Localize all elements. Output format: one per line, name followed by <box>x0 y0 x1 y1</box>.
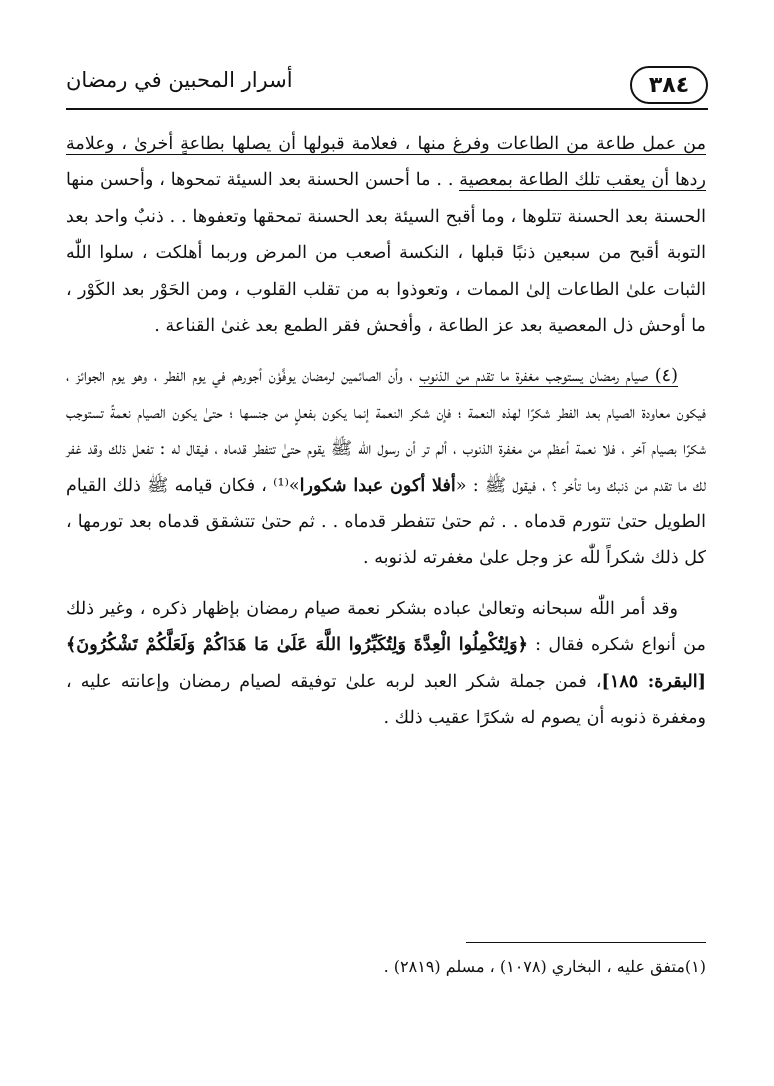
quran-verse: ﴿وَلِتُكْمِلُوا الْعِدَّةَ وَلِتُكَبِّرُوا اللَّهَ عَلَىٰ مَا هَدَاكُمْ وَلَعَلَّكُمْ تَشْكُرُونَ﴾ <box>66 634 528 656</box>
footnote-rule <box>466 942 706 943</box>
paragraph-text: وقد أمر اللّٰه سبحانه وتعالىٰ عباده بشكر نعمة صيام رمضان بإظهار ذكره ، وغير ذلك من أنواع شكره فقال : <box>66 598 706 656</box>
running-title: أسرار المحبين في رمضان <box>66 68 293 92</box>
header-rule <box>66 108 708 110</box>
paragraph-text: »⁽¹⁾ ، فكان قيامه ﷺ ذلك القيام الطويل حتىٰ تتورم قدماه . . ثم حتىٰ تتفطر قدماه . . ثم حتىٰ تتشقق قدماه بعد تورمها ، كل ذلك شكراً للّٰه عز وجل علىٰ مغفرته لذنوبه . <box>66 475 706 569</box>
paragraph-text: ، وأن الصائمين لرمضان يوفَّوْن أجورهم في يوم الفطر ، وهو يوم الجوائز ، فيكون معاودة الصيام بعد الفطر شكرًا لهذه النعمة ؛ فإن شكر النعمة إنما يكون بفعلٍ من جنسها ؛ حتىٰ يكون الصيام نعمةً تستوجب شكرًا بصيام آخر ، فلا نعمة أعظم من مغفرة الذنوب ، ألم تر أن رسول اللّٰه ﷺ يقوم حتىٰ تتفطر قدماه ، فيقال له : تفعل ذلك وقد غفر لك ما تقدم من ذنبك وما تأخر ؟ ، فيقول ﷺ : « <box>66 366 707 496</box>
page-number: ٣٨٤ <box>630 66 708 104</box>
footnote: (١)متفق عليه ، البخاري (١٠٧٨) ، مسلم (٢٨١٩) . <box>383 957 706 976</box>
verse-reference: [البقرة: ١٨٥] <box>601 670 707 692</box>
paragraph-2 <box>66 358 706 576</box>
paragraph-3 <box>66 591 706 737</box>
page-header <box>66 58 708 110</box>
paragraph-text: . . ما أحسن الحسنة بعد السيئة تمحوها ، وأحسن منها الحسنة بعد الحسنة تتلوها ، وما أقبح السيئة بعد الحسنة تمحقها وتعفوها . . ذنبٌ واحد بعد التوبة أقبح من سبعين ذنبًا قبلها ، النكسة أصعب من المرض وربما أهلكت ، سلوا اللّٰه الثبات علىٰ الطاعات إلىٰ الممات ، وتعوذوا به من تقلب القلوب ، ومن الحَوْر بعد الكَوْر ، ما أوحش ذل المعصية بعد عز الطاعة ، وأفحش فقر الطمع بعد غنىٰ القناعة . <box>66 170 706 337</box>
underlined-text: (٤) صيام رمضان يستوجب مغفرة ما تقدم من الذنوب <box>419 366 678 387</box>
paragraph-1 <box>66 126 706 344</box>
underlined-text: من عمل طاعة من الطاعات وفرغ منها ، فعلامة قبولها أن يصلها بطاعةٍ أخرىٰ ، وعلامة ردها أن يعقب تلك الطاعة بمعصية <box>66 134 706 191</box>
hadith-quote: أفلا أكون عبدا شكورا <box>299 474 456 496</box>
main-text <box>66 126 706 737</box>
paragraph-text: ، فمن جملة شكر العبد لربه علىٰ توفيقه لصيام رمضان وإعانته عليه ، ومغفرة ذنوبه أن يصوم له شكرًا عقيب ذلك . <box>66 671 706 729</box>
